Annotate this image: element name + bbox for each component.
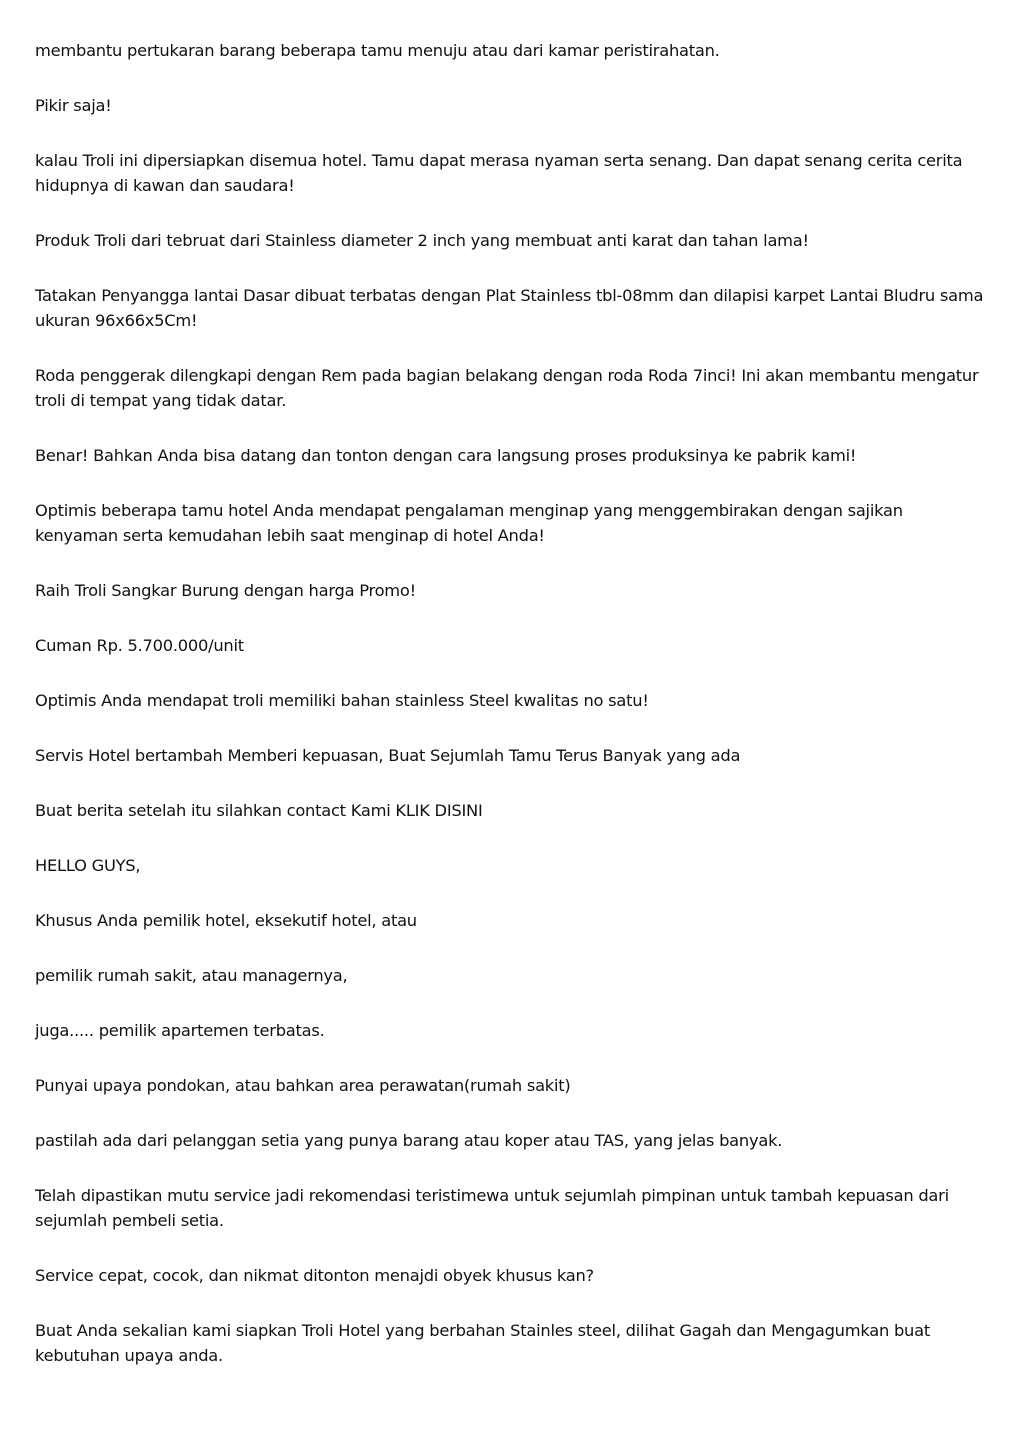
paragraph: Buat Anda sekalian kami siapkan Troli Hotel yang berbahan Stainles steel, dilihat Gagah dan Mengagumkan buat kebutuhan upaya anda. [35,1321,930,1365]
paragraph: Pikir saja! [35,96,112,115]
paragraph: Roda penggerak dilengkapi dengan Rem pada bagian belakang dengan roda Roda 7inci! Ini akan membantu mengatur troli di tempat yang tidak datar. [35,366,979,410]
contact-paragraph: Buat berita setelah itu silahkan contact Kami KLIK DISINI [35,801,483,820]
paragraph: kalau Troli ini dipersiapkan disemua hotel. Tamu dapat merasa nyaman serta senang. Dan dapat senang cerita cerita hidupnya di kawan dan saudara! [35,151,963,195]
paragraph: juga..... pemilik apartemen terbatas. [35,1021,325,1040]
paragraph: Telah dipastikan mutu service jadi rekomendasi teristimewa untuk sejumlah pimpinan untuk tambah kepuasan dari sejumlah pembeli setia. [35,1186,949,1230]
paragraph: HELLO GUYS, [35,856,141,875]
paragraph: Khusus Anda pemilik hotel, eksekutif hotel, atau [35,911,417,930]
paragraph: Raih Troli Sangkar Burung dengan harga Promo! [35,581,416,600]
paragraph: membantu pertukaran barang beberapa tamu menuju atau dari kamar peristirahatan. [35,41,720,60]
paragraph: pemilik rumah sakit, atau managernya, [35,966,348,985]
paragraph: Benar! Bahkan Anda bisa datang dan tonton dengan cara langsung proses produksinya ke pabrik kami! [35,446,857,465]
paragraph: Service cepat, cocok, dan nikmat ditonton menajdi obyek khusus kan? [35,1266,594,1285]
paragraph: Produk Troli dari tebruat dari Stainless diameter 2 inch yang membuat anti karat dan tahan lama! [35,231,809,250]
document-body [35,38,990,1398]
paragraph: pastilah ada dari pelanggan setia yang punya barang atau koper atau TAS, yang jelas banyak. [35,1131,783,1150]
paragraph: Optimis Anda mendapat troli memiliki bahan stainless Steel kwalitas no satu! [35,691,649,710]
paragraph: Punyai upaya pondokan, atau bahkan area perawatan(rumah sakit) [35,1076,571,1095]
paragraph: Servis Hotel bertambah Memberi kepuasan, Buat Sejumlah Tamu Terus Banyak yang ada [35,746,741,765]
paragraph: Optimis beberapa tamu hotel Anda mendapat pengalaman menginap yang menggembirakan dengan sajikan kenyaman serta kemudahan lebih saat menginap di hotel Anda! [35,501,903,545]
price-paragraph: Cuman Rp. 5.700.000/unit [35,636,244,655]
paragraph: Tatakan Penyangga lantai Dasar dibuat terbatas dengan Plat Stainless tbl-08mm dan dilapisi karpet Lantai Bludru sama ukuran 96x66x5Cm! [35,286,984,330]
